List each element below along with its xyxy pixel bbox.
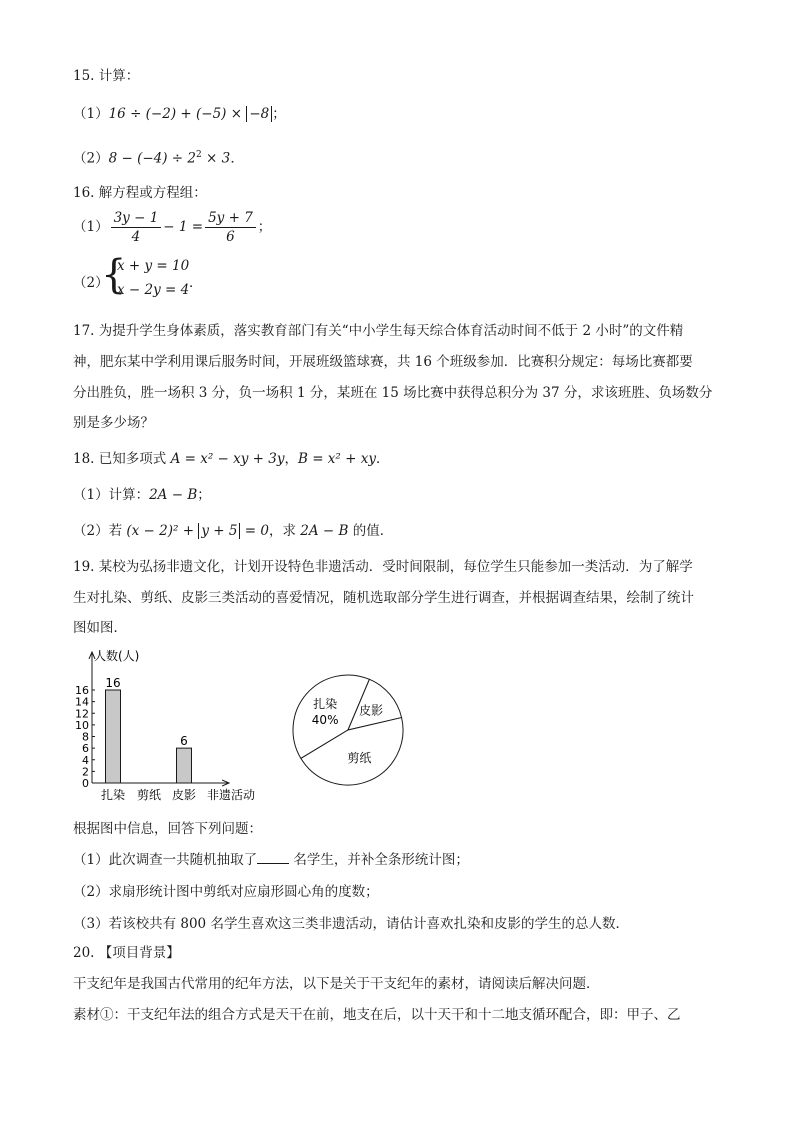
q18-title-a: 18. 已知多项式 (73, 451, 171, 467)
q16-eq2: x − 2y = 4 (117, 282, 190, 298)
q16-p1-label: （1） (73, 219, 109, 235)
q16-title: 16. 解方程或方程组： (73, 185, 207, 201)
q20-line1: 干支纪年是我国古代常用的纪年方法，以下是关于干支纪年的素材，请阅读后解决问题． (73, 976, 600, 992)
q18-p2-end: 的值． (348, 523, 394, 539)
pie-slice-label: 剪纸 (347, 751, 372, 766)
bar-categories (101, 787, 196, 802)
q15-p1-end: ； (272, 106, 286, 122)
y-tick-label: 16 (75, 684, 89, 697)
q16-frac2-num: 5y + 7 (205, 209, 256, 228)
q16-frac1-den: 4 (131, 229, 141, 245)
q18-A-expr: A = x² − xy + 3y (170, 451, 285, 467)
bar-bars (105, 676, 191, 783)
q16-part1 (73, 208, 271, 246)
q18-part2 (73, 522, 393, 540)
bar-扎染 (106, 690, 121, 783)
bar-value-label: 16 (105, 676, 121, 690)
y-tick-label: 2 (82, 765, 89, 779)
q15-title: 15. 计算： (73, 68, 140, 84)
q20-title: 20. 【项目背景】 (73, 945, 180, 961)
pie-slices (293, 675, 403, 785)
bar-x-axis-label: 非遗活动 (207, 788, 256, 802)
q18-p1-label: （1）计算： (73, 487, 150, 503)
y-tick-label: 0 (82, 777, 89, 790)
q18-p1-end: ； (197, 487, 211, 503)
q16-eq1: x + y = 10 (117, 258, 190, 274)
q20-line2: 素材①：干支纪年法的组合方式是天干在前，地支在后，以十天干和十二地支循环配合，即：甲子、乙 (73, 1007, 681, 1023)
bar-value-label: 6 (180, 734, 188, 749)
y-tick-label: 6 (82, 742, 89, 756)
q18-p1-expr: 2A − B (149, 487, 198, 503)
q18-p2-expr: 2A − B (300, 523, 349, 539)
q18-sep: ， (284, 451, 298, 467)
q16-p1-frac1 (111, 209, 162, 246)
bar-chart (70, 645, 280, 807)
q19-p1-b: 名学生，并补全条形统计图； (289, 852, 469, 868)
x-category-label: 扎染 (100, 788, 126, 802)
q19-intro: 根据图中信息，回答下列问题： (73, 821, 262, 837)
q18-p2-a: （2）若 (73, 523, 127, 539)
q18-p2-cond-b: = 0 (244, 523, 269, 539)
q18-B-expr: B = x² + xy (297, 451, 376, 467)
q19-part3: （3）若该校共有 800 名学生喜欢这三类非遗活动，请估计喜欢扎染和皮影的学生的总人数． (73, 916, 629, 932)
q16-p1-mid: − 1 = (163, 219, 204, 235)
y-tick-label: 10 (75, 718, 89, 732)
q17-line2: 神，肥东某中学利用课后服务时间，开展班级篮球赛，共 16 个班级参加．比赛积分规定：每场比赛都要 (73, 354, 693, 370)
y-tick-label: 4 (82, 753, 89, 767)
q15-p1-label: （1） (73, 106, 109, 122)
q17-line3: 分出胜负，胜一场积 3 分，负一场积 1 分，某班在 15 场比赛中获得总积分为 37 分，求该班胜、负场数分 (73, 385, 713, 401)
q15-p2-exp: 2 (196, 150, 202, 160)
bar-y-axis-label: 人数(人) (94, 649, 140, 663)
q16-brace: { (101, 252, 127, 298)
q19-p1-a: （1）此次调查一共随机抽取了 (73, 852, 258, 868)
q18-p2-cond-a: (x − 2)² + (126, 523, 195, 539)
x-category-label: 皮影 (171, 788, 197, 802)
q19-part2: （2）求扇形统计图中剪纸对应扇形圆心角的度数； (73, 884, 379, 900)
q18-p2-b: ，求 (268, 523, 301, 539)
y-tick-label: 8 (82, 730, 89, 744)
q15-p2-expr: 8 − (−4) ÷ 2 (108, 150, 196, 167)
q16-frac2-den: 6 (226, 229, 235, 245)
q16-frac1-num: 3y − 1 (111, 209, 162, 228)
pie-slice-label: 皮影 (359, 703, 384, 718)
q15-p1-expr: 16 ÷ (−2) + (−5) × (108, 106, 243, 122)
q18-p2-abs: y + 5 (198, 523, 240, 539)
pie-slice-label: 扎染 (313, 697, 338, 712)
q18-title (73, 450, 389, 468)
x-category-label: 剪纸 (136, 788, 162, 802)
y-tick-label: 14 (75, 695, 89, 709)
q16-p1-end: ； (257, 219, 272, 235)
q16-p1-frac2 (205, 209, 256, 246)
bar-皮影 (177, 748, 192, 783)
pie-chart (283, 665, 413, 795)
q19-line2: 生对扎染、剪纸、皮影三类活动的喜爱情况，随机选取部分学生进行调查，并根据调查结果，绘制了统计 (73, 590, 694, 606)
q15-part1 (73, 105, 286, 123)
q17-line4: 别是多少场？ (73, 415, 154, 431)
q17-line1: 17. 为提升学生身体素质，落实教育部门有关“中小学生每天综合体育活动时间不低于 2 小时”的文件精 (73, 323, 684, 339)
y-tick-label: 12 (75, 707, 89, 721)
q15-p2-label: （2） (73, 150, 109, 167)
q19-part1 (73, 850, 469, 869)
q19-line1: 19. 某校为弘扬非遗文化，计划开设特色非遗活动．受时间限制，每位学生只能参加一类活动．为了解学 (73, 559, 693, 575)
q16-p2-end: ． (189, 275, 203, 291)
q19-answer-blank[interactable] (257, 850, 289, 864)
q15-p2-end: × 3． (201, 150, 244, 167)
q16-p2-label: （2） (73, 275, 109, 291)
q15-p1-abs: −8 (246, 106, 272, 122)
q15-part2 (73, 146, 244, 168)
q18-part1 (73, 486, 211, 504)
q18-title-end: ． (375, 451, 390, 467)
q19-line3: 图如图． (73, 620, 127, 636)
pie-slice-percent: 40% (311, 713, 339, 728)
